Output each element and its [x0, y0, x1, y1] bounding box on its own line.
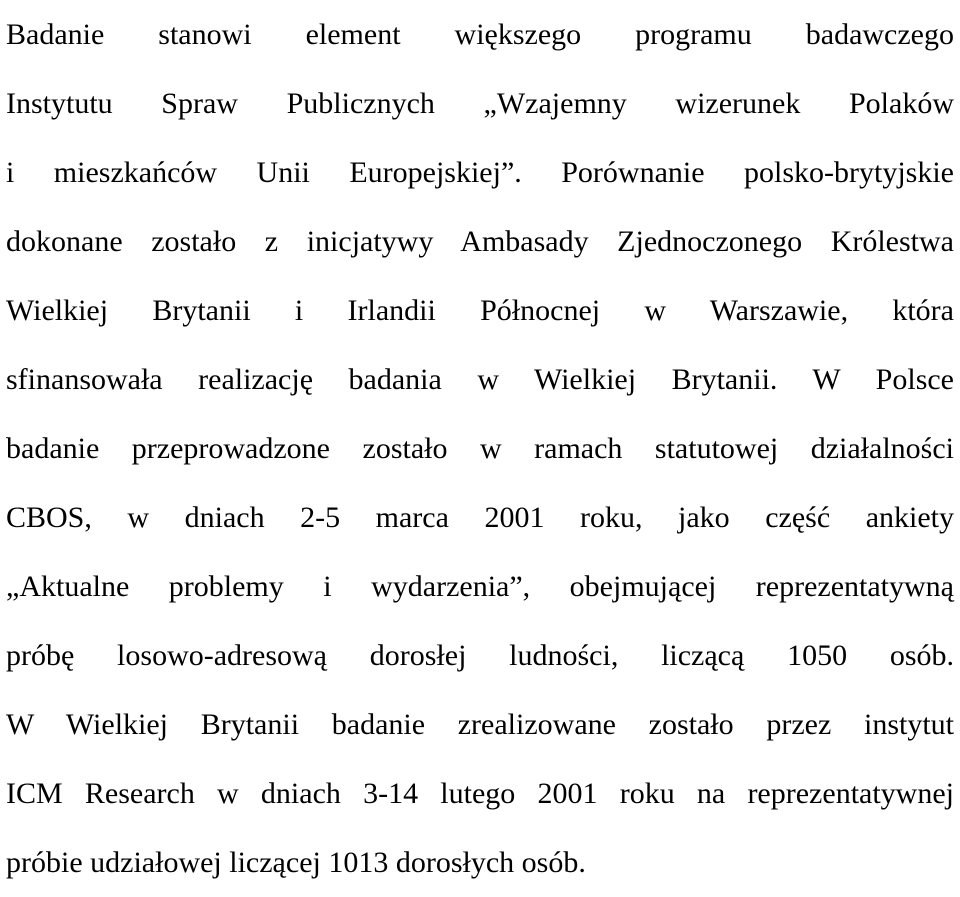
text-line: próbę losowo-adresową dorosłej ludności, liczącą 1050 osób.: [6, 639, 954, 672]
text-line: CBOS, w dniach 2-5 marca 2001 roku, jako część ankiety: [6, 501, 954, 534]
text-line: ICM Research w dniach 3-14 lutego 2001 roku na reprezentatywnej: [6, 777, 954, 810]
text-line: sfinansowała realizację badania w Wielkiej Brytanii. W Polsce: [6, 363, 954, 396]
text-line: „Aktualne problemy i wydarzenia”, obejmującej reprezentatywną: [6, 570, 954, 603]
text-line: Instytutu Spraw Publicznych „Wzajemny wizerunek Polaków: [6, 87, 954, 120]
text-line: Badanie stanowi element większego programu badawczego: [6, 18, 954, 51]
text-line: W Wielkiej Brytanii badanie zrealizowane zostało przez instytut: [6, 708, 954, 741]
body-paragraph: [6, 0, 954, 897]
text-line: i mieszkańców Unii Europejskiej”. Porównanie polsko-brytyjskie: [6, 156, 954, 189]
text-line: dokonane zostało z inicjatywy Ambasady Zjednoczonego Królestwa: [6, 225, 954, 258]
text-line: Wielkiej Brytanii i Irlandii Północnej w Warszawie, która: [6, 294, 954, 327]
text-line-last: próbie udziałowej liczącej 1013 dorosłych osób.: [6, 846, 586, 879]
text-line: badanie przeprowadzone zostało w ramach statutowej działalności: [6, 432, 954, 465]
